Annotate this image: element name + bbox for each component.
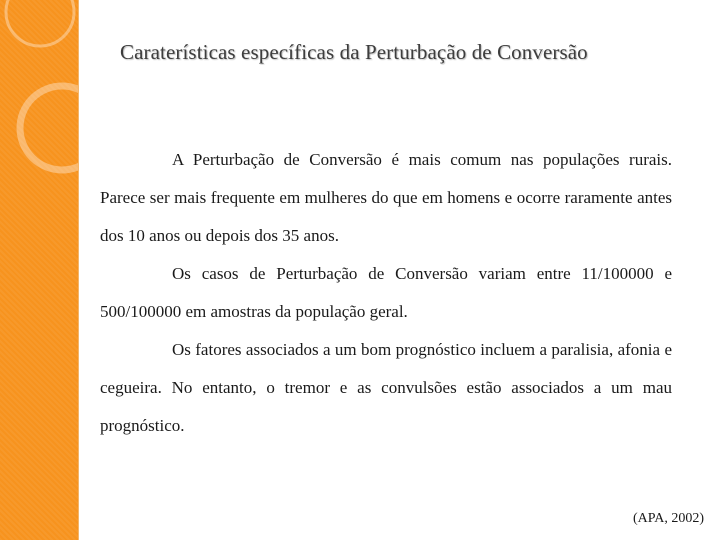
sidebar-divider — [78, 0, 79, 540]
slide-title: Caraterísticas específicas da Perturbação de Conversão — [120, 40, 588, 64]
decorative-sidebar — [0, 0, 78, 540]
decorative-circles-graphic — [0, 0, 78, 540]
paragraph: Os fatores associados a um bom prognóstico incluem a paralisia, afonia e cegueira. No entanto, o tremor e as convulsões estão associados a um mau prognóstico. — [100, 340, 672, 435]
paragraph: Os casos de Perturbação de Conversão variam entre 11/100000 e 500/100000 em amostras da população geral. — [100, 264, 672, 321]
paragraph: A Perturbação de Conversão é mais comum nas populações rurais. Parece ser mais frequente em mulheres do que em homens e ocorre raramente antes dos 10 anos ou depois dos 35 anos. — [100, 150, 672, 245]
slide-body — [100, 141, 672, 445]
citation: (APA, 2002) — [632, 511, 704, 526]
